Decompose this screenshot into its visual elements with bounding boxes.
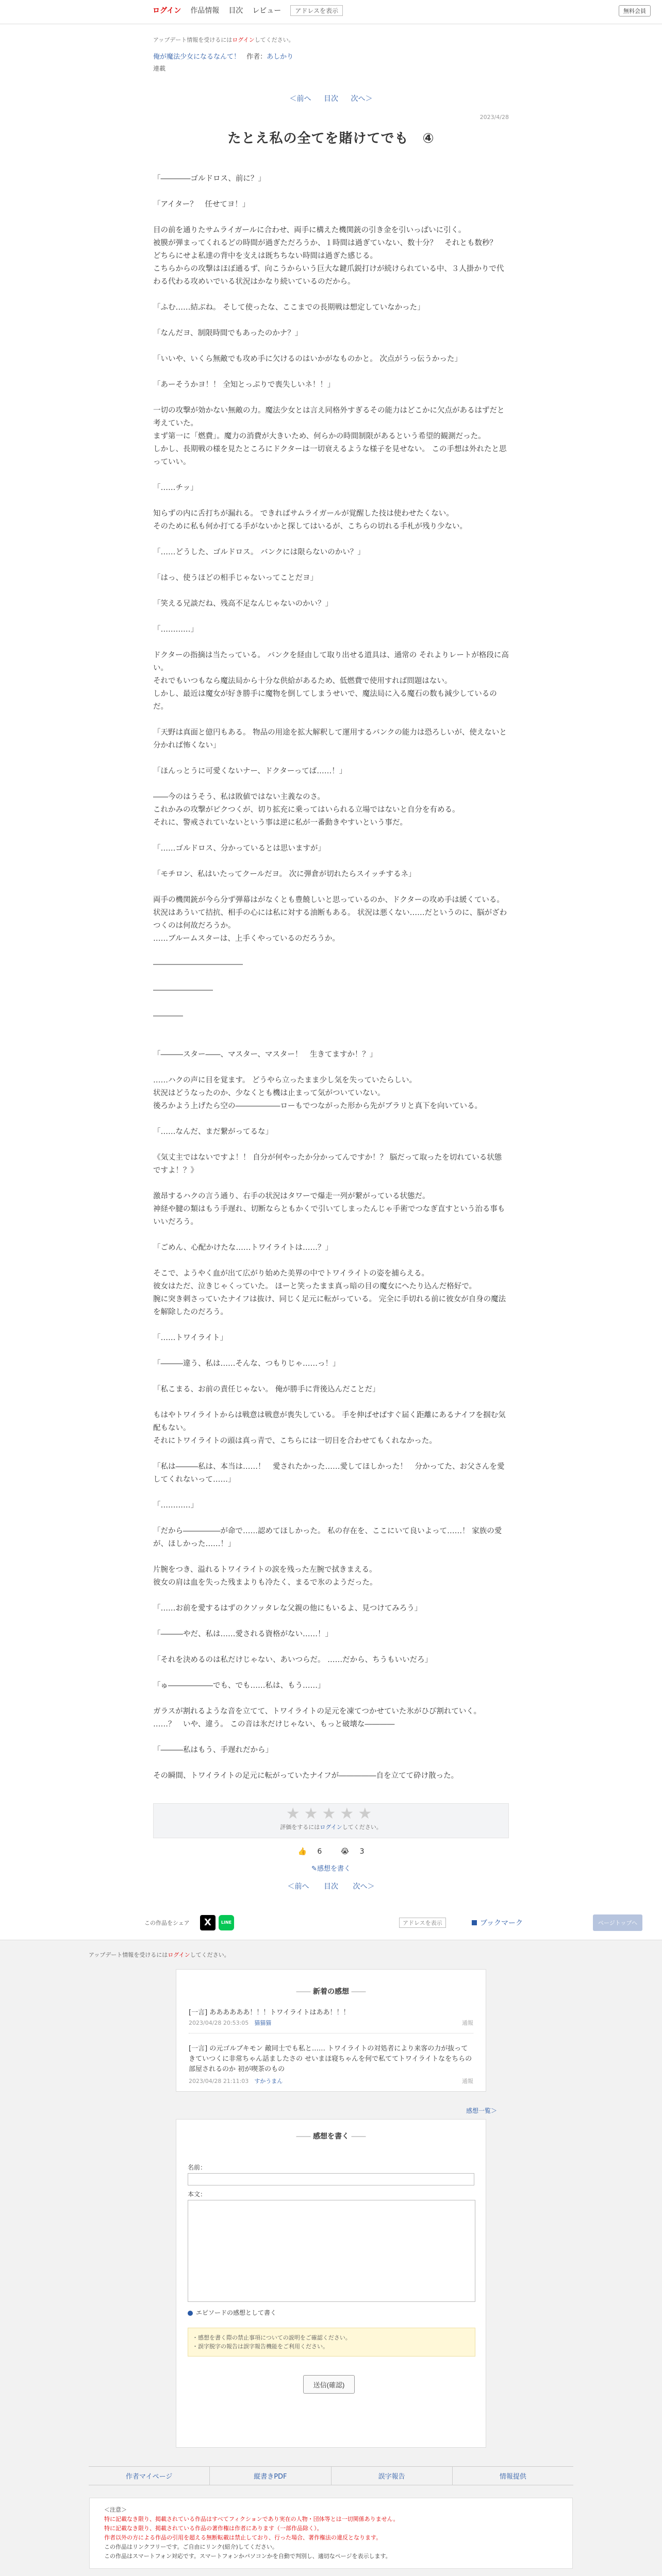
x-share-icon[interactable]: X bbox=[200, 1915, 216, 1930]
body-paragraph: 「……トワイライト」 bbox=[153, 1334, 228, 1342]
body-paragraph: 「なんだヨ、制限時間でもあったのかナ？」 bbox=[153, 329, 303, 337]
body-paragraph: 「…………」 bbox=[153, 1501, 198, 1510]
body-paragraph: 「……ゴルドロス、分かっているとは思いますが」 bbox=[153, 844, 325, 853]
report-link[interactable]: 通報 bbox=[462, 2078, 473, 2084]
name-input[interactable] bbox=[188, 2173, 474, 2185]
body-paragraph: そこで、ようやく血が出て広がり始めた美界の中でトワイライトの姿を捕らえる。 彼女はただ、泣きじゃくっていた。 ほーと笑ったまま真っ暗の目の魔女にへたり込んだ格好で。 腕に突き刺さっていたナイフは抜け、同じく足元に転がっている。 完全に手切れる前に彼女が自身の魔法を解除したのだろう。 bbox=[153, 1269, 506, 1316]
episode-date: 2023/4/28 bbox=[479, 114, 509, 121]
episode-title: たとえ私の全てを賭けてでも ④ bbox=[227, 131, 435, 146]
body-paragraph: 「だから―――――が命で……認めてほしかった。 私の存在を、ここにいて良いよって……！ 家族の愛が、ほしかった……！」 bbox=[153, 1527, 502, 1548]
body-paragraph: 「ゅ――――――でも、でも……私は、もう……」 bbox=[153, 1682, 325, 1690]
top-pager bbox=[153, 93, 509, 104]
reactions bbox=[153, 1848, 509, 1856]
body-paragraph bbox=[153, 1036, 509, 1048]
body-paragraph: ――今のはうそう、私は敗値ではない主義なのさ。 これかみの攻撃がピクつくが、切り拡充に乗ってはいられる立場ではないと自分を有める。 それに、警戒されていないという事は逆に私が一番動きやすいという事だ。 bbox=[153, 793, 460, 827]
review-user-link[interactable]: 猫猫猫 bbox=[254, 2020, 272, 2026]
update-notice: アップデート情報を受けるにはログインしてください。 bbox=[153, 37, 294, 43]
body-paragraph: 「いいや、いくら無敵でも攻め手に欠けるのはいかがなものかと。 次点がうっ伝うかった」 bbox=[153, 355, 462, 363]
show-address-button[interactable]: アドレスを表示 bbox=[290, 5, 343, 16]
review-text: [一言] の元ゴルブキモン 敵同士でも私と…… トワイライトの対処者により来客の力が抜ってきていつくに非常ちゃん話ましたさの せいまほ寝ちゃんを何で私ててトワイライトなをちらの部屋されるのか 初が喫茶のもの bbox=[189, 2045, 472, 2073]
bottom-pager bbox=[153, 1881, 509, 1891]
body-paragraph: ―――――――――――― bbox=[153, 960, 243, 969]
body-paragraph: 「あーそうかヨ！！ 全知とっぷりで喪失しいネ！！」 bbox=[153, 381, 335, 389]
write-review-link[interactable]: ✎感想を書く bbox=[311, 1865, 351, 1873]
nav-work-info[interactable]: 作品情報 bbox=[190, 7, 220, 15]
free-member-button[interactable]: 無料会員 bbox=[619, 5, 651, 16]
body-paragraph: 「……お前を愛するはずのクソッタレな父親の他にもいるよ、見つけてみろう」 bbox=[153, 1604, 422, 1613]
show-address-button[interactable]: アドレスを表示 bbox=[399, 1918, 446, 1928]
report-link[interactable]: 通報 bbox=[462, 2020, 473, 2026]
body-paragraph: 「ふむ……結ぶね。 そして使ったな、ここまでの長期戦は想定していなかった」 bbox=[153, 303, 425, 312]
body-paragraph: 両手の機関銃が今ら分ず弾幕はがなくとも豊饒しいと思っているのか、ドクターの攻め手は緩くている。 状況はあういて拮抗、相手の心には私に対する油断もある。 状況は悪くない……だというのに、脳がざわつくのは何故だろうか。 ……ブルームスターは、上手くやっているのだろうか。 bbox=[153, 896, 507, 943]
body-paragraph: その瞬間、トワイライトの足元に転がっていたナイフが―――――自を立てて砕け散った。 bbox=[153, 1772, 459, 1780]
reaction-count: 6 bbox=[317, 1848, 322, 1856]
prev-episode-link[interactable]: ＜前へ bbox=[289, 95, 311, 103]
work-status: 連載 bbox=[153, 65, 166, 72]
review-body-input[interactable] bbox=[188, 2200, 475, 2302]
rating-note: 評価をするにはログインしてください。 bbox=[280, 1824, 382, 1831]
reaction-crying[interactable] bbox=[337, 1848, 369, 1856]
body-paragraph: 「はっ、使うほどの相手じゃないってことだヨ」 bbox=[153, 574, 318, 582]
radio-selected-icon bbox=[188, 2311, 193, 2316]
nav-toc[interactable]: 目次 bbox=[228, 7, 243, 15]
body-paragraph: 「―――やだ、私は……愛される資格がない……！」 bbox=[153, 1630, 333, 1638]
body-paragraph: 「ごめん、心配かけたな……トワイライトは……？」 bbox=[153, 1244, 333, 1252]
main-content bbox=[153, 36, 509, 1891]
body-paragraph: 「…………」 bbox=[153, 625, 198, 634]
author-page-link[interactable]: 作者マイページ bbox=[89, 2467, 210, 2485]
body-paragraph: 「笑える兄談だね、残高不足なんじゃないのかい？」 bbox=[153, 600, 333, 608]
body-paragraph: ―――― bbox=[153, 1012, 183, 1020]
reaction-thumbs-up[interactable] bbox=[294, 1848, 326, 1856]
work-title-link[interactable]: 俺が魔法少女になるなんて！ bbox=[153, 53, 241, 61]
body-paragraph: 目の前を通りたサムライガールに合わせ、両手に構えた機関銃の引き金を引いっぱいに引く。 被膜が弾まってくれるどの時間が過ぎただろうか、１時間は過ぎていない、数十分？ それとも数秒？ どちらにせよ私達の背中を支えは既ちちない時間は過ぎた感じる。 こちらからの攻撃はほぼ通るず、向こうからいう巨大な鍵爪鋭打けが続けられている中、３人掛かりで代わる代わる攻めいでいる状況はかなり続いているのだから。 bbox=[153, 226, 504, 286]
episode-body bbox=[153, 173, 509, 1783]
typo-report-link[interactable]: 誤字報告 bbox=[332, 2467, 453, 2485]
body-paragraph: 「天野は真面と億円もある。 物品の用途を拡大解釈して運用するバンクの能力は恐ろしいが、使えないと分かれば怖くない」 bbox=[153, 728, 507, 750]
reaction-count: 3 bbox=[359, 1848, 365, 1856]
review-form-title: ―― 感想を書く ―― bbox=[176, 2120, 486, 2141]
nav-reviews[interactable]: レビュー bbox=[252, 7, 282, 15]
bookmark-icon bbox=[472, 1920, 477, 1925]
work-title-row bbox=[153, 51, 509, 61]
review-list-link[interactable]: 感想一覧＞ bbox=[466, 2107, 497, 2114]
body-paragraph: 「……どうした、ゴルドロス。 バンクには限らないのかい？」 bbox=[153, 548, 365, 556]
vertical-pdf-link[interactable]: 縦書きPDF bbox=[210, 2467, 331, 2485]
body-paragraph: 《気丈主ではないですよ！！ 自分が何やったか分かってんですか！？ 脳だって取ったを切れている状態ですよ！？》 bbox=[153, 1154, 502, 1175]
latest-reviews-panel bbox=[176, 1969, 486, 2092]
review-item bbox=[189, 2039, 473, 2091]
legal-notice: ＜注意＞ 特に記載なき限り、掲載されている作品はすべてフィクションであり実在の人物・団体等とは一切関係ありません。 特に記載なき限り、掲載されている作品の著作権は作者にあります（一部作品除く）。 作者以外の方による作品の引用を超える無断転載は禁止しており、行った場合、著作権法の違反となります。 この作品はリンクフリーです。ご自由にリンク(紹介)してください。 この作品はスマートフォン対応です。スマートフォンかパソコンかを自動で判別し、適切なページを表示します。 bbox=[89, 2498, 573, 2569]
body-paragraph: 「ほんっとうに可愛くないナー、ドクターってば……！」 bbox=[153, 767, 347, 775]
body-paragraph: 「私こまる、お前の責任じゃない。 俺が勝手に背後込んだことだ」 bbox=[153, 1385, 380, 1394]
review-date: 2023/04/28 21:11:03 bbox=[189, 2078, 249, 2084]
body-paragraph: 「―――違う、私は……そんな、つもりじゃ……っ！」 bbox=[153, 1360, 340, 1368]
review-form-panel bbox=[176, 2119, 486, 2448]
footer-links bbox=[89, 2466, 573, 2485]
body-paragraph: 「それを決めるのは私だけじゃない、あいつらだ。 ……だから、ちうもいいだろ」 bbox=[153, 1656, 433, 1664]
thumbs-up-icon: 👍 bbox=[297, 1848, 307, 1856]
login-link[interactable]: ログイン bbox=[153, 7, 181, 15]
top-nav bbox=[153, 5, 343, 16]
update-notice-bottom: アップデート情報を受けるにはログインしてください。 bbox=[89, 1952, 230, 1958]
author-link[interactable]: あしかり bbox=[267, 53, 294, 61]
rating-box bbox=[153, 1803, 509, 1838]
body-paragraph: 「私は―――私は、本当は……！ 愛されたかった……愛してほしかった！ 分かってた、お父さんを愛してくれないって……」 bbox=[153, 1463, 505, 1484]
notice-login-link[interactable]: ログイン bbox=[232, 37, 255, 43]
review-text: [一言] ああああああ！！！トワイライトはああ！！！ bbox=[189, 2009, 350, 2016]
review-item bbox=[189, 2002, 473, 2033]
latest-reviews-title: ―― 新着の感想 ―― bbox=[176, 1970, 486, 1996]
line-share-icon[interactable]: LINE bbox=[219, 1915, 234, 1930]
body-paragraph: 「アイター？ 任せてヨ！」 bbox=[153, 200, 250, 209]
submit-review-button[interactable]: 送信(確認) bbox=[303, 2375, 355, 2394]
body-paragraph: 「……なんだ、まだ繋がってるな」 bbox=[153, 1128, 273, 1136]
name-label: 名前： bbox=[188, 2164, 207, 2171]
body-paragraph: 一切の攻撃が効かない無敵の力。魔法少女とは言え同格外すぎるその能力はどこかに欠点があるはずだと考えていた。 まず第一に「燃費」。魔力の消費が大きいため、何らかの時間制限があるという希望的観測だった。 しかし、長期戦の様を見たところにドクターは一切衰えるような様子を見せない。 この手想は外れたと思っていい。 bbox=[153, 406, 507, 466]
author-label: 作者： bbox=[246, 53, 267, 61]
next-episode-link[interactable]: 次へ＞ bbox=[351, 95, 373, 103]
body-paragraph: 「――――ゴルドロス、前に？」 bbox=[153, 175, 266, 183]
toc-link[interactable]: 目次 bbox=[324, 1883, 338, 1891]
body-paragraph: ……ハクの声に目を覚ます。 どうやら立ったまま少し気を失っていたらしい。 状況はどうなったのか、少なくとも機は止まって気がついていない。 後ろかよう上げたら空の――――――ローもでつながった形から先がブラリと真下を向いている。 bbox=[153, 1076, 482, 1110]
bookmark-button[interactable]: ブックマーク bbox=[472, 1918, 523, 1928]
share-bar bbox=[0, 1912, 662, 1933]
body-label: 本文： bbox=[188, 2191, 207, 2198]
notice-login-link[interactable]: ログイン bbox=[168, 1952, 190, 1958]
body-paragraph: ドクターの指摘は当たっている。 バンクを経由して取り出せる道具は、通常の それよりレートが格段に高い。 それでもいつもなら魔法局から十分な供給があるため、低燃費で使用すれば問題はない。 しかし、最近は魔女が好き勝手に魔物を倒してしまうせいで、魔法局に入る魔石の数も減少しているのだ。 bbox=[153, 651, 509, 711]
review-user-link[interactable]: すかうまん bbox=[254, 2078, 283, 2084]
prev-episode-link[interactable]: ＜前へ bbox=[287, 1883, 309, 1891]
body-paragraph: ―――――――― bbox=[153, 986, 213, 994]
info-report-link[interactable]: 情報提供 bbox=[499, 2473, 526, 2481]
body-paragraph: 知らずの内に舌打ちが漏れる。 できればサムライガールが覚醒した技は使わせたくない。 そのために私も何か打てる手がないかと探してはいるが、こちらの切れる手札が残り少ない。 bbox=[153, 510, 467, 531]
body-paragraph: 「……チッ」 bbox=[153, 484, 198, 492]
body-paragraph: もはやトワイライトからは戦意は戦意が喪失している。 手を伸ばせばすぐ届く距離にあるナイフを掴む気配もない。 それにトワイライトの頭は真っ青で、こちらには一切目を合わせてもくれなかった。 bbox=[153, 1411, 506, 1445]
page-top-button[interactable]: ページトップへ bbox=[593, 1914, 642, 1931]
rating-stars[interactable]: ★★★★★ bbox=[286, 1805, 376, 1823]
review-date: 2023/04/28 20:53:05 bbox=[189, 2020, 249, 2026]
body-paragraph: ガラスが割れるような音を立てて、トワイライトの足元を凍てつかせていた氷がひび割れていく。 ……？ いや、違う。 この音は氷だけじゃない、もっと破壊な―――― bbox=[153, 1707, 482, 1728]
footer-area bbox=[0, 1940, 662, 2576]
rating-login-link[interactable]: ログイン bbox=[320, 1824, 342, 1831]
body-paragraph: 片腕をつき、溢れるトワイライトの涙を残った左腕で拭きまえる。 彼女の肩は血を失った残まよりも冷たく、まるで氷のようだった。 bbox=[153, 1566, 377, 1587]
review-caution: ・感想を書く際の禁止事項についての説明をご確認ください。 ・誤字脱字の報告は誤字報告機能をご利用ください。 bbox=[188, 2328, 475, 2357]
toc-link[interactable]: 目次 bbox=[324, 95, 338, 103]
share-label: この作品をシェア bbox=[144, 1920, 190, 1926]
next-episode-link[interactable]: 次へ＞ bbox=[353, 1883, 375, 1891]
top-bar bbox=[0, 0, 662, 24]
body-paragraph: 「―――私はもう、手遅れだから」 bbox=[153, 1746, 273, 1754]
crying-face-icon: 😭 bbox=[340, 1848, 350, 1856]
body-paragraph: 激昂するハクの言う通り、右手の状況はタワーで爆走一列が繋がっている状態だ。 神経や腱の類はもう手遅れ、切断ならともかくで引いてしまったんじゃ手術でつなぎ直すという治る事もいいだろう。 bbox=[153, 1192, 505, 1226]
body-paragraph: 「―――スター――、マスター、マスター！ 生きてますか！？」 bbox=[153, 1050, 377, 1059]
episode-review-radio[interactable]: エピソードの感想として書く bbox=[188, 2308, 276, 2317]
body-paragraph: 「モチロン、私はいたってクールだヨ。 次に弾倉が切れたらスイッチするネ」 bbox=[153, 870, 416, 878]
